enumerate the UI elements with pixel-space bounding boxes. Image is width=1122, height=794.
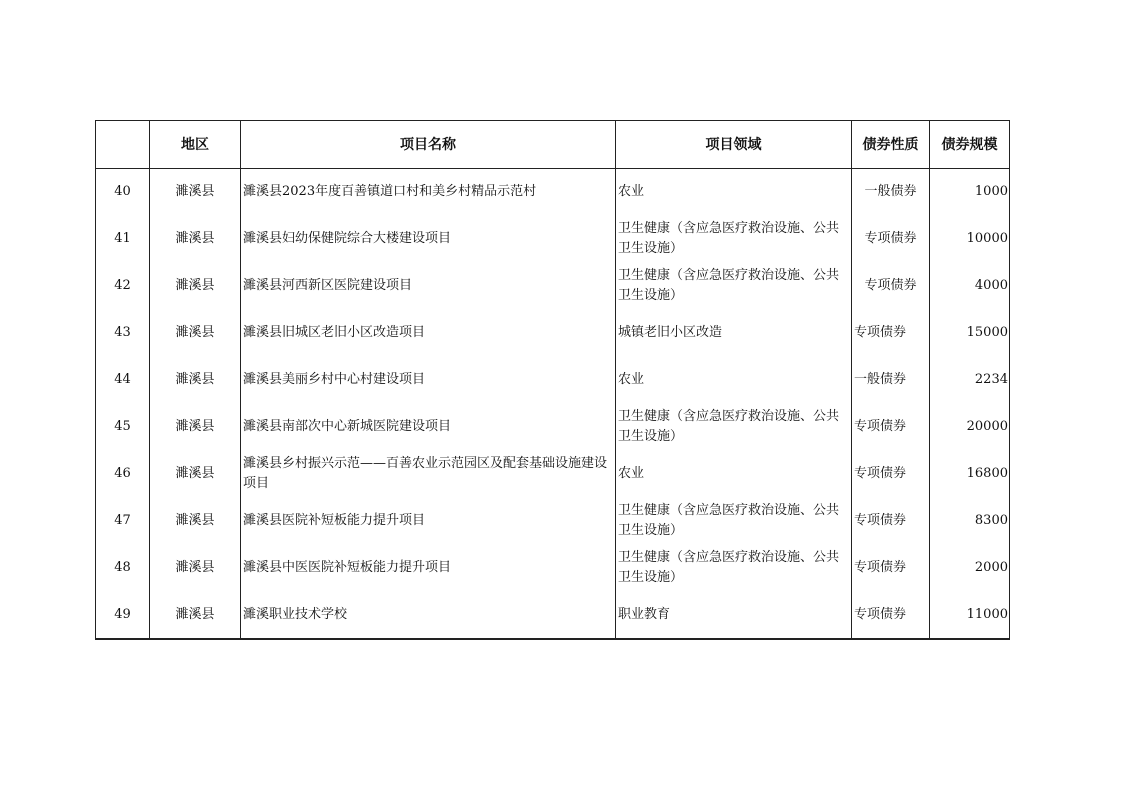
row-region: 濉溪县 [150,216,241,263]
row-region: 濉溪县 [150,545,241,592]
row-bond-type: 专项债券 [852,498,930,545]
table-row [96,592,1010,639]
header-project-name: 项目名称 [241,121,616,169]
row-bond-type: 专项债券 [852,592,930,639]
row-region: 濉溪县 [150,169,241,216]
header-index [96,121,150,169]
row-project-name: 濉溪县医院补短板能力提升项目 [241,498,616,545]
row-bond-type: 专项债券 [852,310,930,357]
table-header [96,121,1010,169]
table-row [96,545,1010,592]
header-project-field: 项目领域 [616,121,852,169]
row-project-field: 卫生健康（含应急医疗救治设施、公共卫生设施） [616,263,852,310]
row-index: 47 [96,498,150,545]
row-project-name: 濉溪县河西新区医院建设项目 [241,263,616,310]
row-project-field: 卫生健康（含应急医疗救治设施、公共卫生设施） [616,404,852,451]
row-bond-scale: 10000 [930,216,1010,263]
row-index: 45 [96,404,150,451]
row-project-field: 卫生健康（含应急医疗救治设施、公共卫生设施） [616,216,852,263]
row-project-field: 卫生健康（含应急医疗救治设施、公共卫生设施） [616,545,852,592]
row-bond-type: 一般债券 [852,357,930,404]
row-region: 濉溪县 [150,404,241,451]
table-row [96,498,1010,545]
table-row [96,216,1010,263]
row-index: 48 [96,545,150,592]
row-index: 49 [96,592,150,639]
row-bond-scale: 20000 [930,404,1010,451]
row-bond-scale: 16800 [930,451,1010,498]
header-row [96,121,1010,169]
row-project-name: 濉溪县2023年度百善镇道口村和美乡村精品示范村 [241,169,616,216]
row-project-name: 濉溪县南部次中心新城医院建设项目 [241,404,616,451]
header-bond-scale: 债券规模 [930,121,1010,169]
row-region: 濉溪县 [150,310,241,357]
row-project-name: 濉溪县妇幼保健院综合大楼建设项目 [241,216,616,263]
row-project-field: 卫生健康（含应急医疗救治设施、公共卫生设施） [616,498,852,545]
header-bond-type: 债券性质 [852,121,930,169]
document-page [95,120,1009,640]
row-bond-type: 专项债券 [852,216,930,263]
row-region: 濉溪县 [150,451,241,498]
row-bond-type: 一般债券 [852,169,930,216]
row-region: 濉溪县 [150,592,241,639]
row-bond-scale: 1000 [930,169,1010,216]
row-region: 濉溪县 [150,357,241,404]
table-row [96,451,1010,498]
row-region: 濉溪县 [150,498,241,545]
bond-project-table [95,120,1010,640]
row-index: 46 [96,451,150,498]
header-region: 地区 [150,121,241,169]
row-project-name: 濉溪县乡村振兴示范——百善农业示范园区及配套基础设施建设项目 [241,451,616,498]
table-row [96,357,1010,404]
table-body [96,169,1010,639]
row-project-name: 濉溪县美丽乡村中心村建设项目 [241,357,616,404]
table-row [96,404,1010,451]
row-bond-scale: 4000 [930,263,1010,310]
row-bond-scale: 8300 [930,498,1010,545]
row-index: 42 [96,263,150,310]
row-index: 44 [96,357,150,404]
row-index: 43 [96,310,150,357]
row-project-field: 农业 [616,357,852,404]
row-index: 41 [96,216,150,263]
row-index: 40 [96,169,150,216]
table-row [96,263,1010,310]
row-bond-scale: 2000 [930,545,1010,592]
row-bond-scale: 2234 [930,357,1010,404]
row-project-field: 农业 [616,169,852,216]
row-project-name: 濉溪职业技术学校 [241,592,616,639]
row-region: 濉溪县 [150,263,241,310]
table-row [96,169,1010,216]
row-project-field: 城镇老旧小区改造 [616,310,852,357]
row-project-name: 濉溪县中医医院补短板能力提升项目 [241,545,616,592]
row-bond-type: 专项债券 [852,451,930,498]
row-bond-scale: 15000 [930,310,1010,357]
row-project-field: 职业教育 [616,592,852,639]
row-bond-type: 专项债券 [852,545,930,592]
row-bond-type: 专项债券 [852,263,930,310]
row-bond-type: 专项债券 [852,404,930,451]
table-row [96,310,1010,357]
row-bond-scale: 11000 [930,592,1010,639]
row-project-name: 濉溪县旧城区老旧小区改造项目 [241,310,616,357]
row-project-field: 农业 [616,451,852,498]
